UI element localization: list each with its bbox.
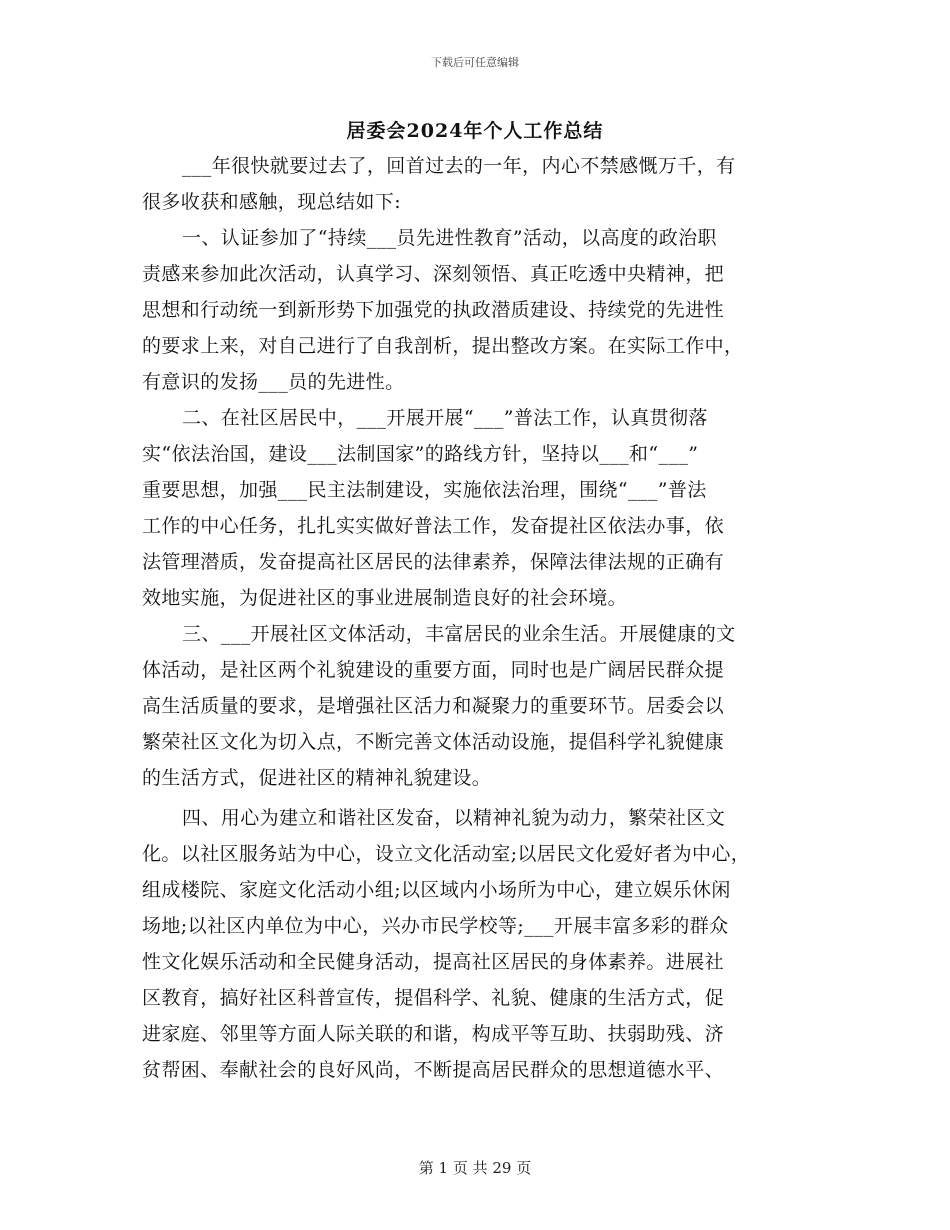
body-line: 思想和行动统一到新形势下加强党的执政潜质建设、持续党的先进性 xyxy=(142,299,725,321)
body-line: 区教育，搞好社区科普宣传，提倡科学、礼貌、健康的生活方式，促 xyxy=(142,987,725,1009)
body-line: 的要求上来，对自己进行了自我剖析，提出整改方案。在实际工作中， xyxy=(142,335,744,357)
page-number: 第 1 页 共 29 页 xyxy=(418,1159,532,1177)
body-line: 责感来参加此次活动，认真学习、深刻领悟、真正吃透中央精神，把 xyxy=(142,263,725,285)
body-line: 的生活方式，促进社区的精神礼貌建设。 xyxy=(142,767,492,789)
body-line: 三、___开展社区文体活动，丰富居民的业余生活。开展健康的文 xyxy=(182,623,736,645)
body-line: 一、认证参加了“持续___员先进性教育”活动，以高度的政治职 xyxy=(182,227,717,249)
body-line: 繁荣社区文化为切入点，不断完善文体活动设施，提倡科学礼貌健康 xyxy=(142,731,725,753)
body-line: 场地;以社区内单位为中心，兴办市民学校等;___开展丰富多彩的群众 xyxy=(142,915,729,937)
body-line: 进家庭、邻里等方面人际关联的和谐，构成平等互助、扶弱助残、济 xyxy=(142,1023,725,1045)
body-line: 很多收获和感触，现总结如下: xyxy=(142,191,402,213)
document-body xyxy=(142,148,810,1088)
body-line: 重要思想，加强___民主法制建设，实施依法治理，围绕“___”普法 xyxy=(142,479,707,501)
body-line: 性文化娱乐活动和全民健身活动，提高社区居民的身体素养。进展社 xyxy=(142,951,725,973)
body-line: 组成楼院、家庭文化活动小组;以区域内小场所为中心，建立娱乐休闲 xyxy=(142,879,731,901)
body-line: 有意识的发扬___员的先进性。 xyxy=(142,371,405,393)
document-title: 居委会2024年个人工作总结 xyxy=(346,120,604,142)
body-line: 体活动，是社区两个礼貌建设的重要方面，同时也是广阔居民群众提 xyxy=(142,659,725,681)
body-line: ___年很快就要过去了，回首过去的一年，内心不禁感慨万千，有 xyxy=(182,155,736,177)
body-line: 四、用心为建立和谐社区发奋，以精神礼貌为动力，繁荣社区文 xyxy=(182,807,726,829)
body-line: 高生活质量的要求，是增强社区活力和凝聚力的重要环节。居委会以 xyxy=(142,695,725,717)
body-line: 贫帮困、奉献社会的良好风尚，不断提高居民群众的思想道德水平、 xyxy=(142,1059,725,1081)
body-line: 法管理潜质，发奋提高社区居民的法律素养，保障法律法规的正确有 xyxy=(142,551,725,573)
body-line: 工作的中心任务，扎扎实实做好普法工作，发奋提社区依法办事，依 xyxy=(142,515,725,537)
body-line: 化。以社区服务站为中心，设立文化活动室;以居民文化爱好者为中心， xyxy=(142,843,751,865)
body-line: 实“依法治国，建设___法制国家”的路线方针，坚持以___和“___” xyxy=(142,443,699,465)
body-line: 效地实施，为促进社区的事业进展制造良好的社会环境。 xyxy=(142,587,628,609)
body-line: 二、在社区居民中，___开展开展“___”普法工作，认真贯彻落 xyxy=(182,407,708,429)
page-header-note: 下载后可任意编辑 xyxy=(431,56,519,69)
